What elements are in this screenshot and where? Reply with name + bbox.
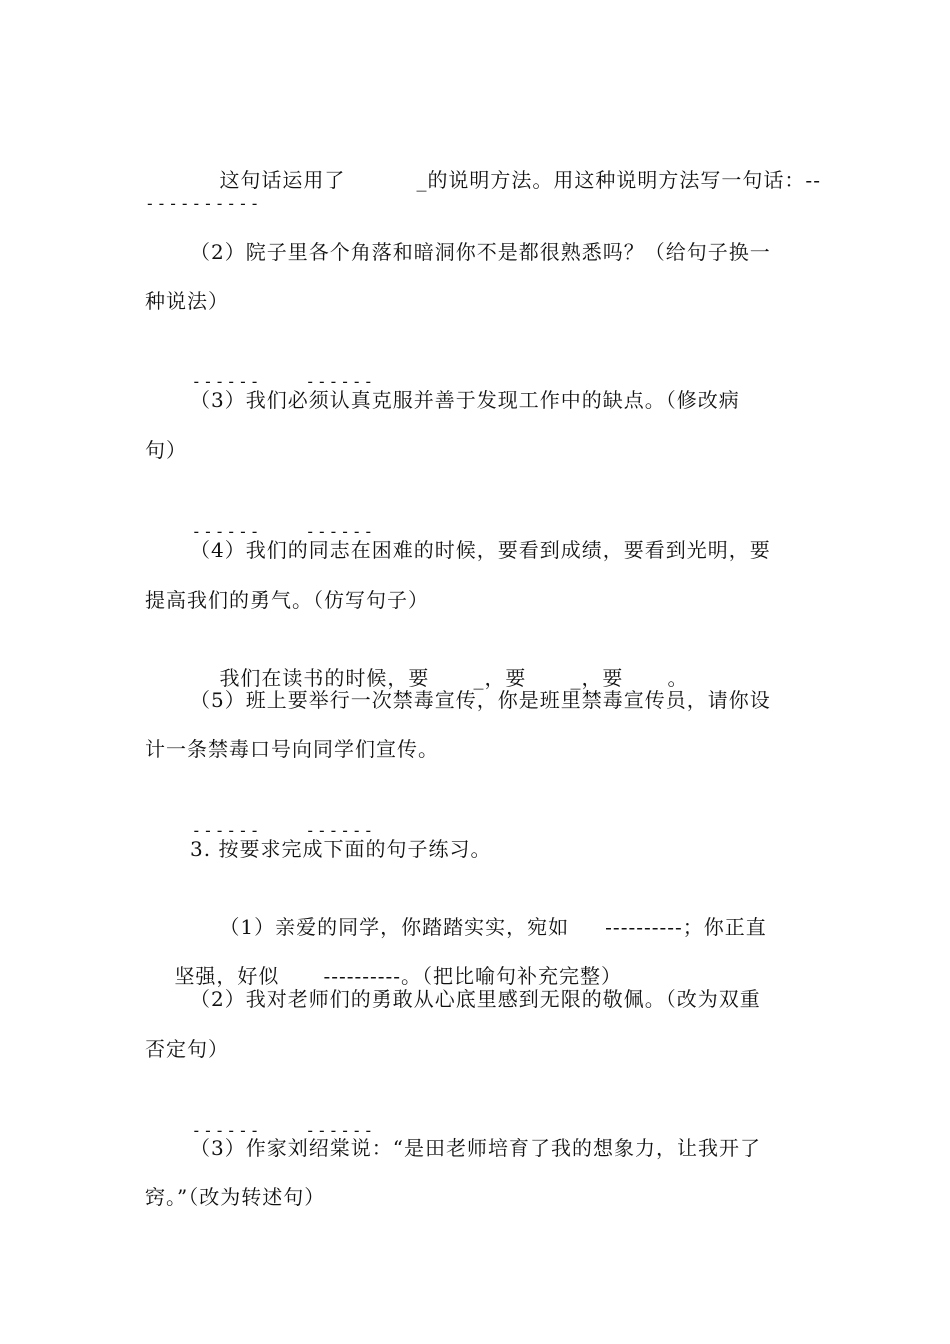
text-segment: 坚强，好似 [174,964,280,988]
text-segment: （1）亲爱的同学，你踏踏实实，宛如 [219,915,570,939]
text-line [190,138,821,222]
question-line: 计一条禁毒口号向同学们宣传。 [145,737,439,761]
question-line: （2）我对老师们的勇敢从心底里感到无限的敬佩。（改为双重 [190,987,761,1011]
text-segment: _，要 [473,666,527,690]
answer-blank: ------ [191,372,262,391]
text-segment: 我们在读书的时候，要 [219,666,430,690]
question-line: 种说法） [145,289,229,313]
question-line: （5）班上要举行一次禁毒宣传，你是班里禁毒宣传员，请你设 [190,688,771,712]
text-segment: ----------。（把比喻句补充完整） [323,964,623,988]
answer-blank: ------ [191,1121,262,1140]
text-segment: _，要 [570,666,624,690]
text-segment: _的说明方法。用这种说明方法写一句话：-- [416,168,821,192]
section-heading: 3. 按要求完成下面的句子练习。 [190,837,492,861]
question-line: 否定句） [145,1037,229,1061]
question-line: 句） [145,438,187,462]
question-line: 提高我们的勇气。（仿写句子） [145,588,429,612]
question-line: （4）我们的同志在困难的时候，要看到成绩，要看到光明，要 [190,538,771,562]
answer-blank: ------ [305,372,376,391]
answer-blank: ------ [305,821,376,840]
question-line: （3）我们必须认真克服并善于发现工作中的缺点。（修改病 [190,388,740,412]
answer-blank: ------ [191,522,262,541]
answer-blank: ------ [305,522,376,541]
question-line: （3）作家刘绍棠说：“是田老师培育了我的想象力，让我开了 [190,1136,761,1160]
answer-line: ---------- [145,194,262,213]
question-line: （2）院子里各个角落和暗洞你不是都很熟悉吗？（给句子换一 [190,240,771,264]
answer-blank: ------ [305,1121,376,1140]
answer-blank: ------ [191,821,262,840]
text-segment: ----------；你正直 [605,915,767,939]
question-line: 窍。”（改为转述句） [145,1185,326,1209]
text-segment: 这句话运用了 [219,168,409,192]
text-segment: 。 [667,666,689,690]
